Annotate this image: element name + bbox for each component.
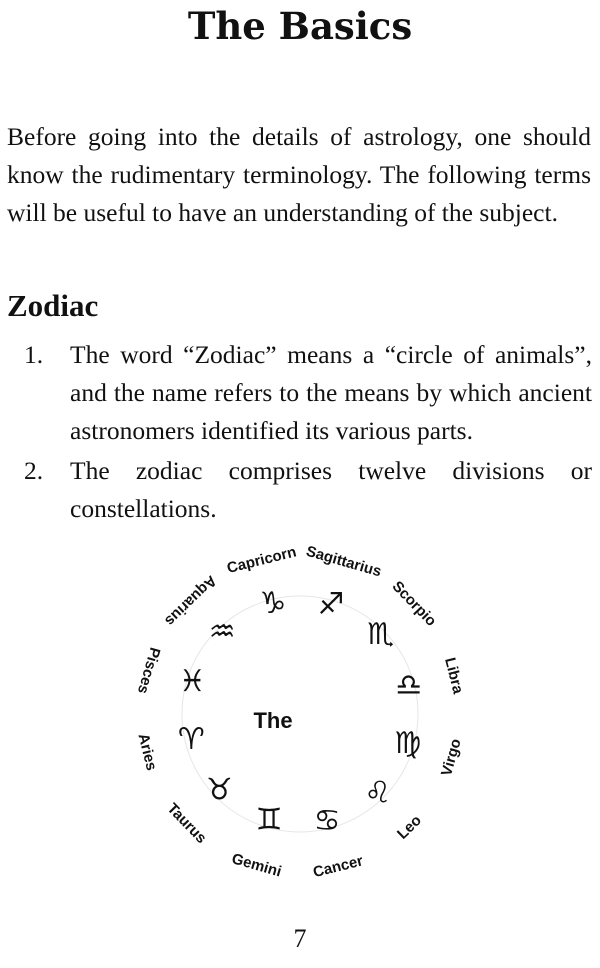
aquarius-symbol-icon: ♒ <box>208 615 236 649</box>
list-item-text: The zodiac comprises twelve divisions or constellations. <box>70 456 592 523</box>
list-item <box>0 336 600 450</box>
sign-label-taurus: Taurus <box>163 799 210 847</box>
section-heading: Zodiac <box>7 288 99 323</box>
virgo-symbol-icon: ♍ <box>394 726 422 760</box>
sign-label-aries: Aries <box>134 731 161 773</box>
leo-symbol-icon: ♌ <box>364 776 392 810</box>
libra-symbol-icon: ♎ <box>395 668 423 702</box>
sign-label-virgo: Virgo <box>437 736 465 779</box>
sign-label-aquarius: Aquarius <box>161 571 220 630</box>
sign-label-sagittarius: Sagittarius <box>304 542 384 581</box>
cancer-symbol-icon: ♋ <box>313 804 341 838</box>
sign-label-capricorn: Capricorn <box>225 543 299 578</box>
page-title: The Basics <box>187 4 413 48</box>
zodiac-wheel <box>0 528 600 918</box>
sign-label-scorpio: Scorpio <box>388 577 440 630</box>
sign-label-cancer: Cancer <box>311 852 365 882</box>
wheel-signs <box>134 543 467 881</box>
gemini-symbol-icon: ♊ <box>255 803 283 837</box>
list-item-number: 2. <box>24 456 44 485</box>
list-item-number: 1. <box>24 340 44 369</box>
aries-symbol-icon: ♈ <box>177 723 205 757</box>
scorpio-symbol-icon: ♏ <box>367 618 395 652</box>
wheel-center-text: The <box>253 708 293 733</box>
sagittarius-symbol-icon: ♐ <box>317 588 345 622</box>
list-item-text: The word “Zodiac” means a “circle of animals”, and the name refers to the means by which ancient astronomers identified its various parts. <box>70 340 592 445</box>
sign-label-pisces: Pisces <box>133 645 164 696</box>
intro-paragraph: Before going into the details of astrology, one should know the rudimentary terminology. The following terms will be useful to have an understanding of the subject. <box>7 122 591 227</box>
list-item <box>0 452 600 528</box>
pisces-symbol-icon: ♓ <box>178 665 206 699</box>
page-number: 7 <box>293 924 307 953</box>
zodiac-list <box>0 336 600 530</box>
capricorn-symbol-icon: ♑ <box>259 587 287 621</box>
taurus-symbol-icon: ♉ <box>205 773 233 807</box>
sign-label-leo: Leo <box>393 811 425 843</box>
sign-label-libra: Libra <box>441 655 467 696</box>
sign-label-gemini: Gemini <box>229 850 284 881</box>
